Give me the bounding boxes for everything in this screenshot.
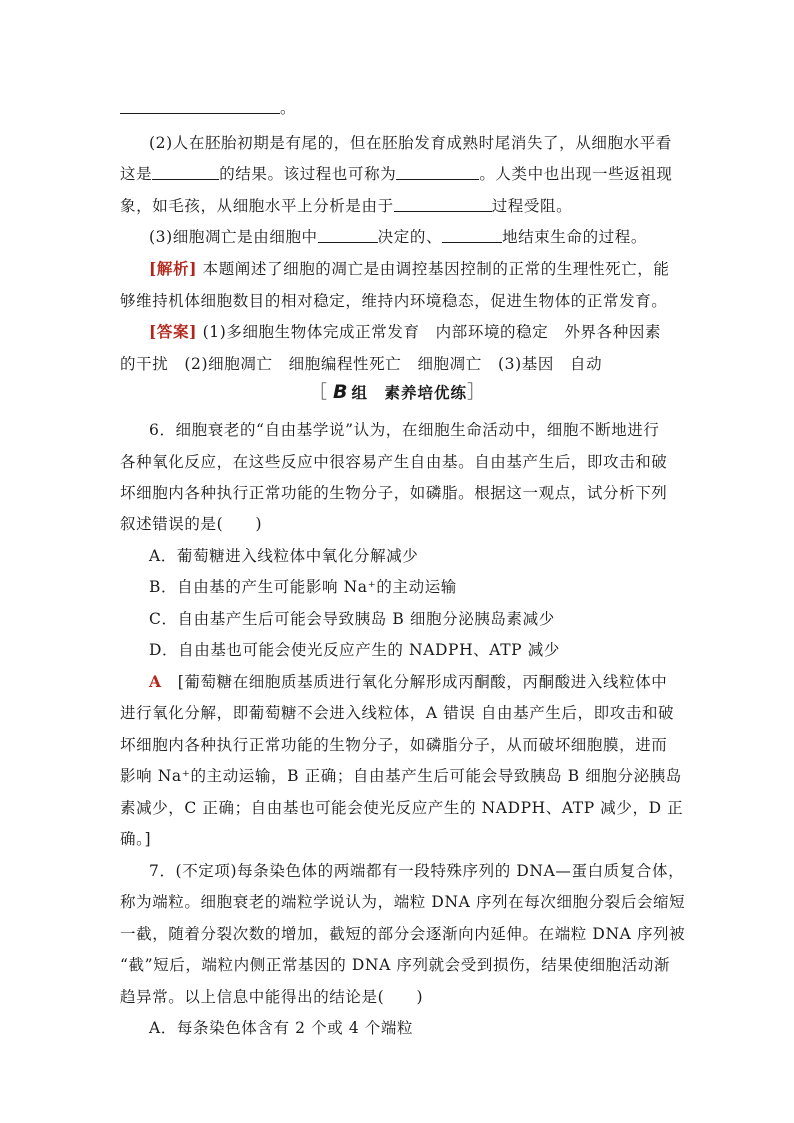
question-7-option-a: A．每条染色体含有 2 个或 4 个端粒 — [149, 1019, 414, 1037]
fill-blank — [120, 98, 280, 114]
question-6-explanation-cont: 确。] — [120, 830, 152, 848]
fill-blank — [396, 164, 479, 180]
question-7-stem-cont: 一截，随着分裂次数的增加，截短的部分会逐渐向内延伸。在端粒 DNA 序列被 — [120, 925, 686, 943]
question-6-stem-cont: 坏细胞内各种执行正常功能的生物分子，如磷脂。根据这一观点，试分析下列 — [120, 484, 668, 502]
section-header-b: ［ B 组 素养培优练］ — [309, 381, 485, 403]
fill-blank — [318, 227, 378, 243]
question-6-explanation-cont: 影响 Na⁺的主动运输，B 正确；自由基产生后可能会导致胰岛 B 细胞分泌胰岛 — [120, 767, 682, 785]
question-6-answer-letter: A — [149, 672, 162, 691]
answer-blank-line: 。 — [120, 98, 675, 118]
answer-paragraph: [答案] (1)多细胞生物体完成正常发育 内部环境的稳定 外界各种因素 — [149, 322, 662, 341]
question-7-stem-cont: 称为端粒。细胞衰老的端粒学说认为，端粒 DNA 序列在每次细胞分裂后会缩短 — [120, 893, 686, 911]
question-7-stem-cont: 趋异常。以上信息中能得出的结论是( ) — [120, 988, 424, 1006]
question-part-3: (3)细胞凋亡是由细胞中 决定的、 地结束生命的过程。 — [149, 228, 647, 246]
question-part-2-cont: 这是 的结果。该过程也可称为 。人类中也出现一些返祖现 — [120, 165, 673, 183]
question-6-explanation: A [葡萄糖在细胞质基质进行氧化分解形成丙酮酸，丙酮酸进入线粒体中 — [149, 672, 668, 691]
answer-tag: [答案] — [149, 322, 198, 341]
question-6-stem-cont: 叙述错误的是( ) — [120, 515, 263, 533]
section-b-mark: B — [333, 381, 348, 403]
analysis-paragraph-cont: 够维持机体细胞数目的相对稳定，维持内环境稳态，促进生物体的正常发育。 — [120, 292, 668, 310]
question-7-stem: 7．(不定项)每条染色体的两端都有一段特殊序列的 DNA—蛋白质复合体， — [149, 862, 685, 880]
analysis-paragraph: [解析] 本题阐述了细胞的凋亡是由调控基因控制的正常的生理性死亡，能 — [149, 259, 670, 278]
question-part-2: (2)人在胚胎初期是有尾的，但在胚胎发育成熟时尾消失了，从细胞水平看 — [149, 134, 672, 152]
analysis-tag: [解析] — [149, 259, 198, 278]
answer-paragraph-cont: 的干扰 (2)细胞凋亡 细胞编程性死亡 细胞凋亡 (3)基因 自动 — [120, 355, 603, 373]
fill-blank — [152, 164, 219, 180]
question-6-option-a: A．葡萄糖进入线粒体中氧化分解减少 — [149, 547, 419, 565]
question-6-stem-cont: 各种氧化反应，在这些反应中很容易产生自由基。自由基产生后，即攻击和破 — [120, 453, 668, 471]
question-6-option-b: B．自由基的产生可能影响 Na⁺的主动运输 — [149, 578, 457, 596]
question-6-stem: 6．细胞衰老的“自由基学说”认为，在细胞生命活动中，细胞不断地进行 — [149, 421, 660, 439]
question-6-explanation-cont: 进行氧化分解，即葡萄糖不会进入线粒体，A 错误 自由基产生后，即攻击和破 — [120, 704, 675, 722]
fill-blank — [442, 227, 502, 243]
fill-blank — [394, 196, 492, 212]
question-7-stem-cont: “截”短后，端粒内侧正常基因的 DNA 序列就会受到损伤，结果使细胞活动渐 — [120, 956, 671, 974]
question-6-explanation-cont: 素减少，C 正确；自由基也可能会使光反应产生的 NADPH、ATP 减少，D 正 — [120, 799, 684, 817]
question-6-option-c: C．自由基产生后可能会导致胰岛 B 细胞分泌胰岛素减少 — [149, 610, 555, 628]
question-6-option-d: D．自由基也可能会使光反应产生的 NADPH、ATP 减少 — [149, 641, 560, 659]
section-title: 组 素养培优练 — [351, 383, 467, 402]
question-6-explanation-cont: 坏细胞内各种执行正常功能的生物分子，如磷脂分子，从而破坏细胞膜，进而 — [120, 736, 668, 754]
question-part-2-cont: 象，如毛孩，从细胞水平上分析是由于 过程受阻。 — [120, 197, 573, 215]
